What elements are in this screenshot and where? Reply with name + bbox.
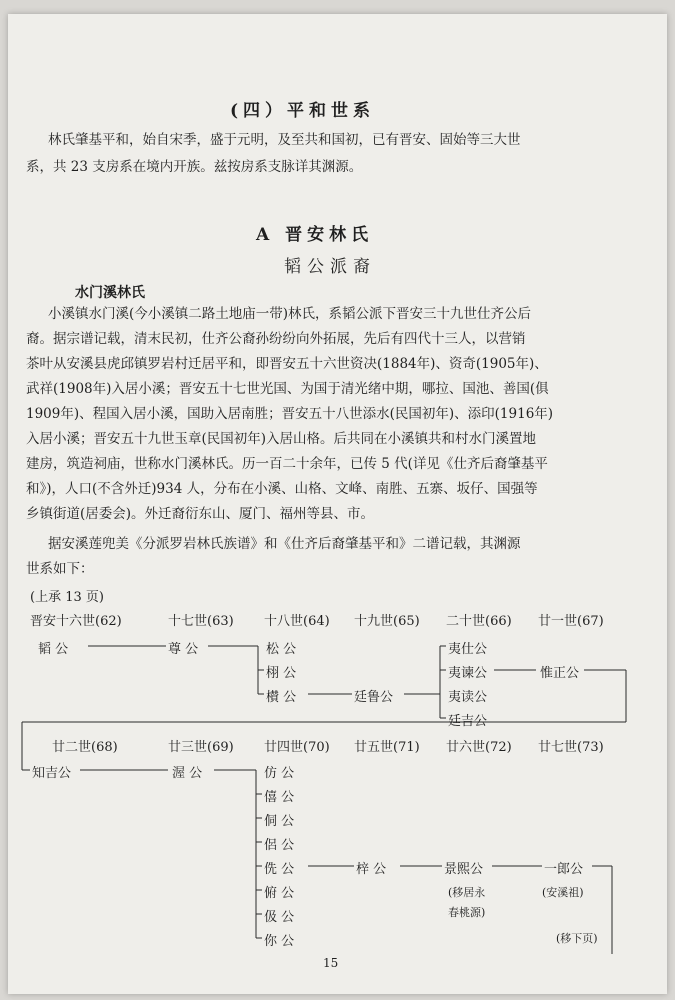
person-name: 渥 公: [172, 766, 203, 781]
continued-to-note: (移下页): [556, 932, 598, 945]
person-name: 一郎公: [544, 862, 584, 877]
person-name: 夷读公: [448, 690, 488, 705]
body-line: 入居小溪；晋安五十九世玉章(民国初年)入居山格。后共同在小溪镇共和村水门溪置地: [26, 431, 537, 447]
body-line: 小溪镇水门溪(今小溪镇二路土地庙一带)林氏，系韬公派下晋安三十九世仕齐公后: [48, 306, 532, 322]
person-name: 侶 公: [264, 838, 295, 853]
intro-line: 系，共 23 支房系在境内开族。兹按房系支脉详其渊源。: [26, 159, 363, 175]
person-name: 侁 公: [264, 862, 295, 877]
generation-label: 廿六世(72): [446, 740, 512, 755]
branch-title: A 晋安林氏: [256, 225, 374, 245]
person-name: 僖 公: [264, 790, 295, 805]
person-name: 栩 公: [266, 666, 297, 681]
migration-note: (移居永: [448, 886, 486, 899]
generation-label: 晋安十六世(62): [30, 614, 122, 629]
body-line: 武祥(1908年)入居小溪；晋安五十七世光国、为国于清光绪中期，哪拉、国池、善国(俱: [26, 381, 549, 397]
body-line: 裔。据宗谱记载，清末民初，仕齐公裔孙纷纷向外拓展，先后有四代十三人，以营销: [26, 331, 526, 347]
intro-line: 林氏肇基平和，始自宋季，盛于元明，及至共和国初，已有晋安、固始等三大世: [48, 132, 521, 148]
person-name: 仿 公: [264, 766, 295, 781]
person-name: 松 公: [266, 642, 297, 657]
generation-label: 二十世(66): [446, 614, 512, 629]
person-name: 尊 公: [168, 642, 199, 657]
person-name: 惟正公: [540, 666, 580, 681]
generation-label: 廿三世(69): [168, 740, 234, 755]
body-line: 茶叶从安溪县虎邱镇罗岩村迁居平和，即晋安五十六世资决(1884年)、资奇(1905年)、: [26, 356, 548, 372]
person-name: 廷鲁公: [354, 690, 394, 705]
person-name: 櫕 公: [266, 690, 297, 705]
body-line: 1909年)、程国入居小溪，国助入居南胜；晋安五十八世添水(民国初年)、添印(1916年): [26, 406, 554, 422]
generation-label: 廿二世(68): [52, 740, 118, 755]
document-page: [8, 14, 667, 994]
migration-note: 春桃源): [448, 906, 486, 919]
page-number: 15: [323, 956, 339, 970]
person-name: 你 公: [264, 934, 295, 949]
body-line: 建房，筑造祠庙，世称水门溪林氏。历一百二十余年，已传 5 代(详见《仕齐后裔肇基平: [26, 456, 548, 472]
person-name: 侗 公: [264, 814, 295, 829]
generation-label: 廿四世(70): [264, 740, 330, 755]
body-line: 世系如下：: [26, 561, 94, 577]
body-line: 和》)，人口(不含外迁)934 人，分布在小溪、山格、文峰、南胜、五寨、坂仔、国强等: [26, 481, 538, 497]
generation-label: 廿五世(71): [354, 740, 420, 755]
person-name: 景熙公: [444, 862, 484, 877]
continued-from-note: (上承 13 页): [30, 590, 104, 605]
person-name: 夷仕公: [448, 642, 488, 657]
person-name: 俯 公: [264, 886, 295, 901]
generation-label: 十八世(64): [264, 614, 330, 629]
body-line: 据安溪莲兜美《分派罗岩林氏族谱》和《仕齐后裔肇基平和》二谱记载，其渊源: [48, 536, 521, 552]
person-name: 夷谏公: [448, 666, 488, 681]
village-title: 水门溪林氏: [75, 285, 145, 301]
person-name: 韬 公: [38, 642, 69, 657]
person-name: 伋 公: [264, 910, 295, 925]
section-title: (四）平和世系: [230, 101, 376, 121]
generation-label: 廿七世(73): [538, 740, 604, 755]
person-name: 知吉公: [32, 766, 72, 781]
generation-label: 十九世(65): [354, 614, 420, 629]
generation-label: 廿一世(67): [538, 614, 604, 629]
person-name: 梓 公: [356, 862, 387, 877]
lineage-connectors: [8, 14, 667, 994]
ancestor-note: (安溪祖): [542, 886, 584, 899]
generation-label: 十七世(63): [168, 614, 234, 629]
branch-subtitle: 韬公派裔: [284, 257, 376, 277]
person-name: 廷吉公: [448, 714, 488, 729]
body-line: 乡镇街道(居委会)。外迁裔衍东山、厦门、福州等县、市。: [26, 506, 375, 522]
